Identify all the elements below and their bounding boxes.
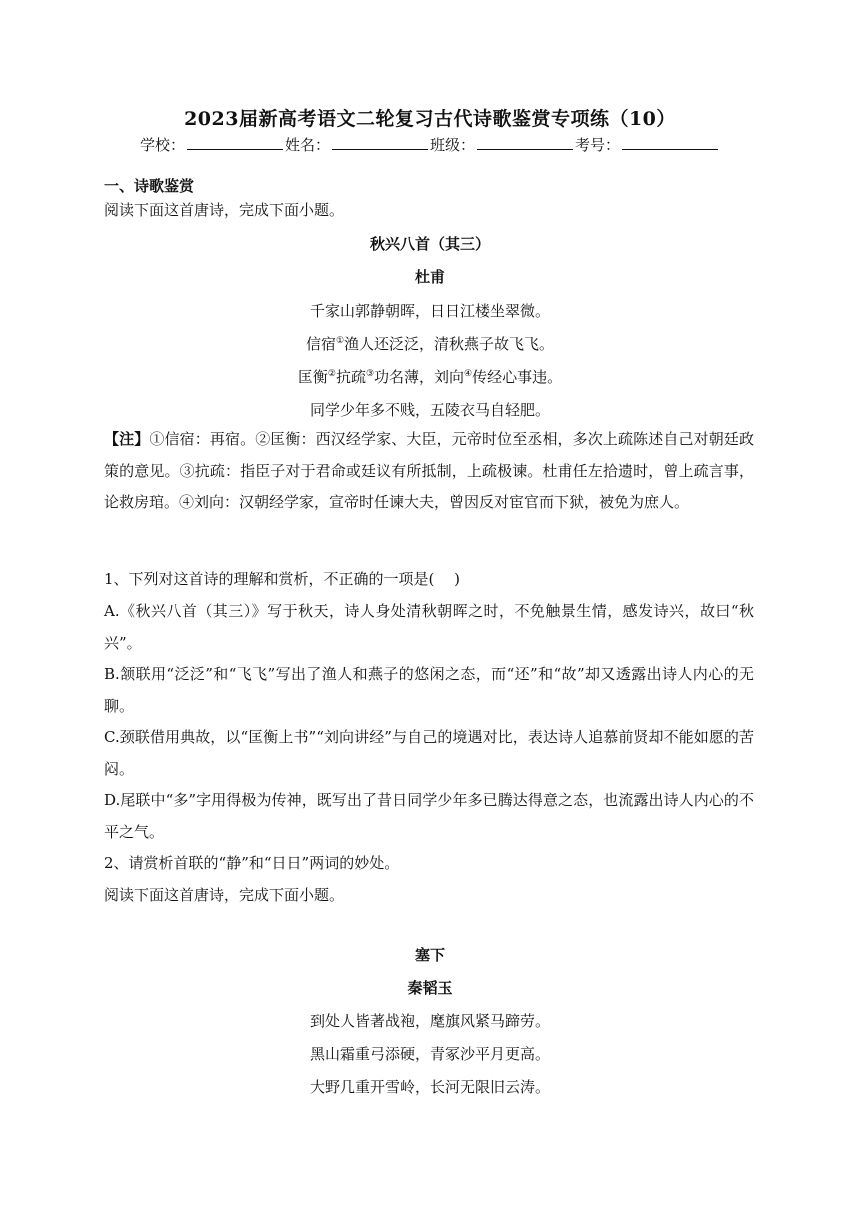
poem-line: 信宿①渔人还泛泛，清秋燕子故飞飞。 — [305, 335, 555, 353]
footnote-mark: ③ — [365, 369, 375, 379]
document-title: 2023届新高考语文二轮复习古代诗歌鉴赏专项练（10） — [184, 108, 676, 130]
name-label: 姓名： — [284, 136, 330, 154]
school-blank[interactable] — [187, 135, 283, 150]
section-instruction: 阅读下面这首唐诗，完成下面小题。 — [104, 201, 345, 219]
poem-line: 黑山霜重弓添硬，青冢沙平月更高。 — [309, 1045, 550, 1063]
poem-line: 匡衡②抗疏③功名薄，刘向④传经心事违。 — [297, 368, 563, 386]
poem-line: 同学少年多不贱，五陵衣马自轻肥。 — [309, 401, 550, 419]
question-1-stem: 1、下列对这首诗的理解和赏析，不正确的一项是( ) — [104, 570, 461, 588]
question-2-stem: 2、请赏析首联的“静”和“日日”两词的妙处。 — [104, 854, 400, 872]
footnote-mark: ① — [335, 336, 345, 346]
poem-notes — [104, 424, 754, 519]
question-1-option-b[interactable]: B.颔联用“泛泛”和“飞飞”写出了渔人和燕子的悠闲之态，而“还”和“故”却又透露出诗人内心的无聊。 — [104, 665, 754, 715]
poem-author: 秦韬玉 — [407, 979, 453, 997]
footnote-mark: ② — [327, 369, 336, 379]
poem-line: 到处人皆著战袍，麾旗风紧马蹄劳。 — [309, 1012, 550, 1030]
notes-label: 【注】 — [104, 430, 150, 448]
exam-number-label: 考号： — [575, 136, 621, 154]
class-label: 班级： — [430, 136, 476, 154]
section-instruction: 阅读下面这首唐诗，完成下面小题。 — [104, 886, 345, 904]
question-1-option-d[interactable]: D.尾联中“多”字用得极为传神，既写出了昔日同学少年多已腾达得意之态，也流露出诗人内心的不平之气。 — [104, 791, 754, 841]
exam-number-blank[interactable] — [622, 135, 718, 150]
section-heading: 一、诗歌鉴赏 — [104, 177, 195, 195]
poem-line: 千家山郭静朝晖，日日江楼坐翠微。 — [309, 302, 550, 320]
school-label: 学校： — [139, 136, 185, 154]
poem-title: 秋兴八首（其三） — [369, 235, 490, 253]
poem-line: 大野几重开雪岭，长河无限旧云涛。 — [309, 1078, 550, 1096]
notes-text: ①信宿：再宿。②匡衡：西汉经学家、大臣，元帝时位至丞相，多次上疏陈述自己对朝廷政策的意见。③抗疏：指臣子对于君命或廷议有所抵制，上疏极谏。杜甫任左拾遗时，曾上疏言事，论救房琯。④刘向：汉朝经学家，宣帝时任谏大夫，曾因反对宦官而下狱，被免为庶人。 — [104, 430, 754, 511]
student-info-line — [0, 134, 860, 155]
poem-author: 杜甫 — [414, 268, 445, 286]
poem-title: 塞下 — [414, 946, 445, 964]
question-1-option-c[interactable]: C.颈联借用典故，以“匡衡上书”“刘向讲经”与自己的境遇对比，表达诗人追慕前贤却不能如愿的苦闷。 — [104, 728, 754, 778]
question-1-option-a[interactable]: A.《秋兴八首（其三）》写于秋天，诗人身处清秋朝晖之时，不免触景生情，感发诗兴，故曰“秋兴”。 — [104, 602, 754, 652]
class-blank[interactable] — [477, 135, 573, 150]
footnote-mark: ④ — [464, 369, 473, 379]
name-blank[interactable] — [332, 135, 428, 150]
